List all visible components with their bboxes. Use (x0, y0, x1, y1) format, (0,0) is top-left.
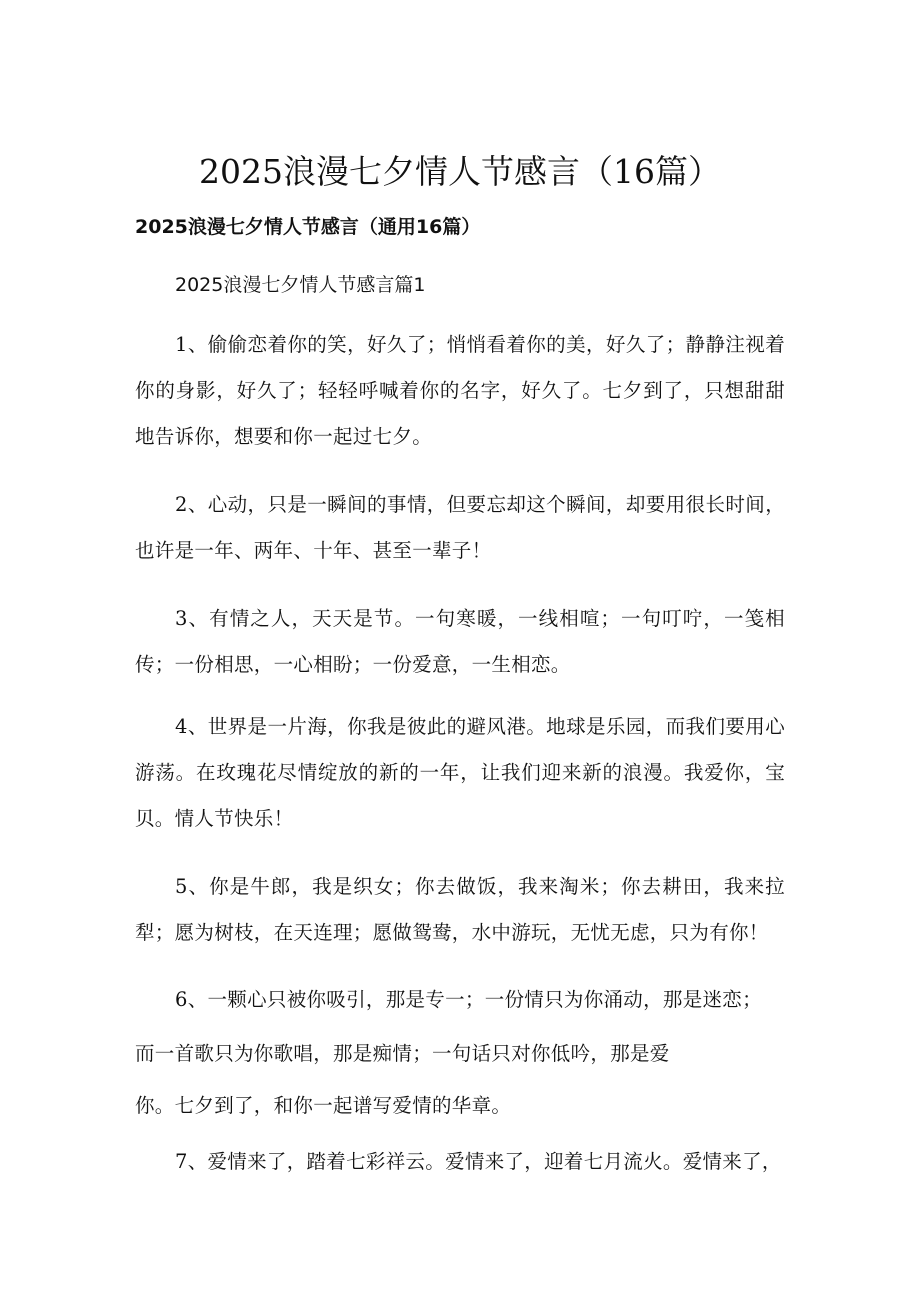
paragraph-6-line-1: 6、一颗心只被你吸引，那是专一；一份情只为你涌动，那是迷恋； (175, 988, 762, 1011)
paragraph-1: 1、偷偷恋着你的笑，好久了；悄悄看着你的美，好久了；静静注视着你的身影，好久了；轻轻呼喊着你的名字，好久了。七夕到了，只想甜甜地告诉你，想要和你一起过七夕。 (135, 333, 785, 448)
paragraph-2: 2、心动，只是一瞬间的事情，但要忘却这个瞬间，却要用很长时间，也许是一年、两年、十年、甚至一辈子！ (135, 493, 785, 562)
paragraph-6-line-2: 而一首歌只为你歌唱，那是痴情；一句话只对你低吟，那是爱 (135, 1042, 670, 1065)
paragraph-3: 3、有情之人，天天是节。一句寒暖，一线相喧；一句叮咛，一笺相传；一份相思，一心相盼；一份爱意，一生相恋。 (135, 607, 785, 676)
paragraph-7-line-1: 7、爱情来了，踏着七彩祥云。爱情来了，迎着七月流火。爱情来了， (175, 1150, 782, 1173)
paragraph-6-line-3: 你。七夕到了，和你一起谱写爱情的华章。 (135, 1094, 512, 1117)
document-title: 2025浪漫七夕情人节感言（16篇） (199, 152, 721, 191)
section-heading: 2025浪漫七夕情人节感言篇1 (175, 274, 426, 296)
paragraph-4: 4、世界是一片海，你我是彼此的避风港。地球是乐园，而我们要用心游荡。在玫瑰花尽情绽放的新的一年，让我们迎来新的浪漫。我爱你，宝贝。情人节快乐！ (135, 715, 785, 830)
document-subtitle: 2025浪漫七夕情人节感言（通用16篇） (135, 216, 481, 238)
paragraph-5: 5、你是牛郎，我是织女；你去做饭，我来淘米；你去耕田，我来拉犁；愿为树枝，在天连理；愿做鸳鸯，水中游玩，无忧无虑，只为有你！ (135, 875, 785, 944)
